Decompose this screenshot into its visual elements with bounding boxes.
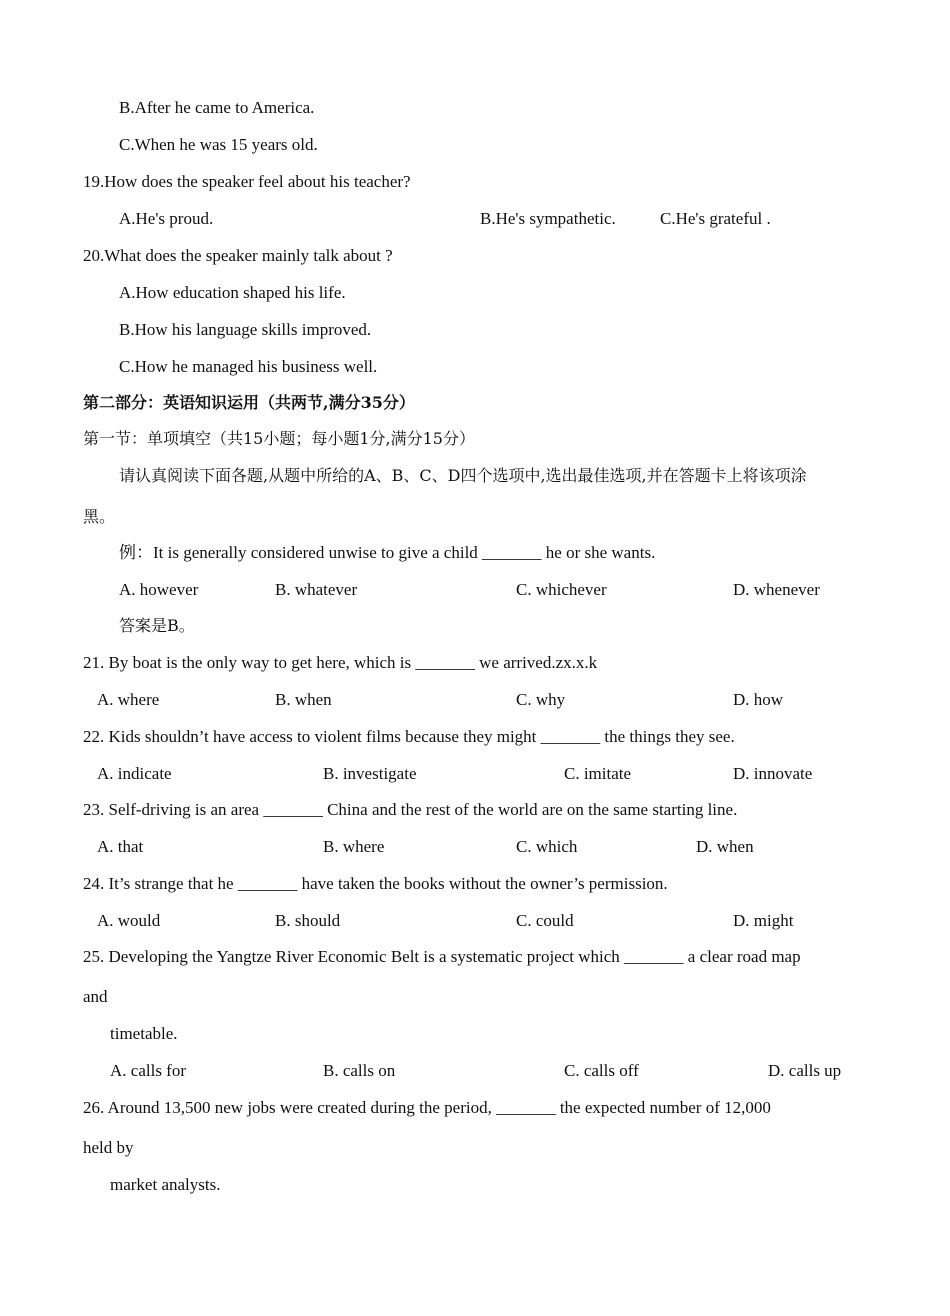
q22-option-b: B. investigate [323, 764, 417, 783]
q20-option-b: B.How his language skills improved. [119, 320, 372, 339]
q25-stem-line3: timetable. [110, 1024, 178, 1043]
q21-option-a: A. where [97, 690, 160, 709]
q23-option-a: A. that [97, 837, 144, 856]
q19-option-c: C.He's grateful . [660, 209, 771, 228]
q22-option-c: C. imitate [564, 764, 632, 783]
example-stem: 例：It is generally considered unwise to give a child _______ he or she wants. [119, 543, 656, 562]
q21-option-d: D. how [733, 690, 784, 709]
example-option-d: D. whenever [733, 580, 820, 599]
q20-option-c: C.How he managed his business well. [119, 357, 378, 376]
q25-stem-line2: and [83, 987, 108, 1006]
part2-heading: 第二部分：英语知识运用（共两节,满分35分） [83, 393, 415, 412]
q25-option-d: D. calls up [768, 1061, 842, 1080]
example-answer: 答案是B。 [119, 616, 195, 635]
section1-heading: 第一节：单项填空（共15小题；每小题1分,满分15分） [83, 429, 475, 448]
q26-stem-line3: market analysts. [110, 1175, 221, 1194]
q24-stem: 24. It’s strange that he _______ have taken the books without the owner’s permission. [83, 874, 668, 893]
q23-option-d: D. when [696, 837, 754, 856]
q24-option-d: D. might [733, 911, 794, 930]
q23-stem: 23. Self-driving is an area _______ China and the rest of the world are on the same starting line. [83, 800, 738, 819]
q25-option-a: A. calls for [110, 1061, 187, 1080]
q19-option-b: B.He's sympathetic. [480, 209, 616, 228]
q21-stem: 21. By boat is the only way to get here, which is _______ we arrived.zx.x.k [83, 653, 598, 672]
q25-option-b: B. calls on [323, 1061, 396, 1080]
q18-option-c: C.When he was 15 years old. [119, 135, 318, 154]
q20-stem: 20.What does the speaker mainly talk about ? [83, 246, 393, 265]
q19-option-a: A.He's proud. [119, 209, 214, 228]
q20-option-a: A.How education shaped his life. [119, 283, 346, 302]
q24-option-a: A. would [97, 911, 161, 930]
q26-stem-line2: held by [83, 1138, 134, 1157]
q22-option-d: D. innovate [733, 764, 813, 783]
q25-stem-line1: 25. Developing the Yangtze River Economic Belt is a systematic project which _______ a clear road map [83, 947, 801, 966]
q24-option-c: C. could [516, 911, 574, 930]
example-option-a: A. however [119, 580, 199, 599]
q21-option-c: C. why [516, 690, 566, 709]
example-option-c: C. whichever [516, 580, 607, 599]
q22-option-a: A. indicate [97, 764, 172, 783]
q23-option-c: C. which [516, 837, 578, 856]
q25-option-c: C. calls off [564, 1061, 639, 1080]
q24-option-b: B. should [275, 911, 341, 930]
q23-option-b: B. where [323, 837, 385, 856]
q26-stem-line1: 26. Around 13,500 new jobs were created during the period, _______ the expected number of 12,000 [83, 1098, 771, 1117]
q21-option-b: B. when [275, 690, 332, 709]
q18-option-b: B.After he came to America. [119, 98, 315, 117]
example-option-b: B. whatever [275, 580, 358, 599]
q22-stem: 22. Kids shouldn’t have access to violent films because they might _______ the things they see. [83, 727, 735, 746]
q19-stem: 19.How does the speaker feel about his teacher? [83, 172, 411, 191]
instruction-line1: 请认真阅读下面各题,从题中所给的A、B、C、D四个选项中,选出最佳选项,并在答题卡上将该项涂 [119, 466, 807, 485]
instruction-line2: 黑。 [83, 507, 116, 526]
